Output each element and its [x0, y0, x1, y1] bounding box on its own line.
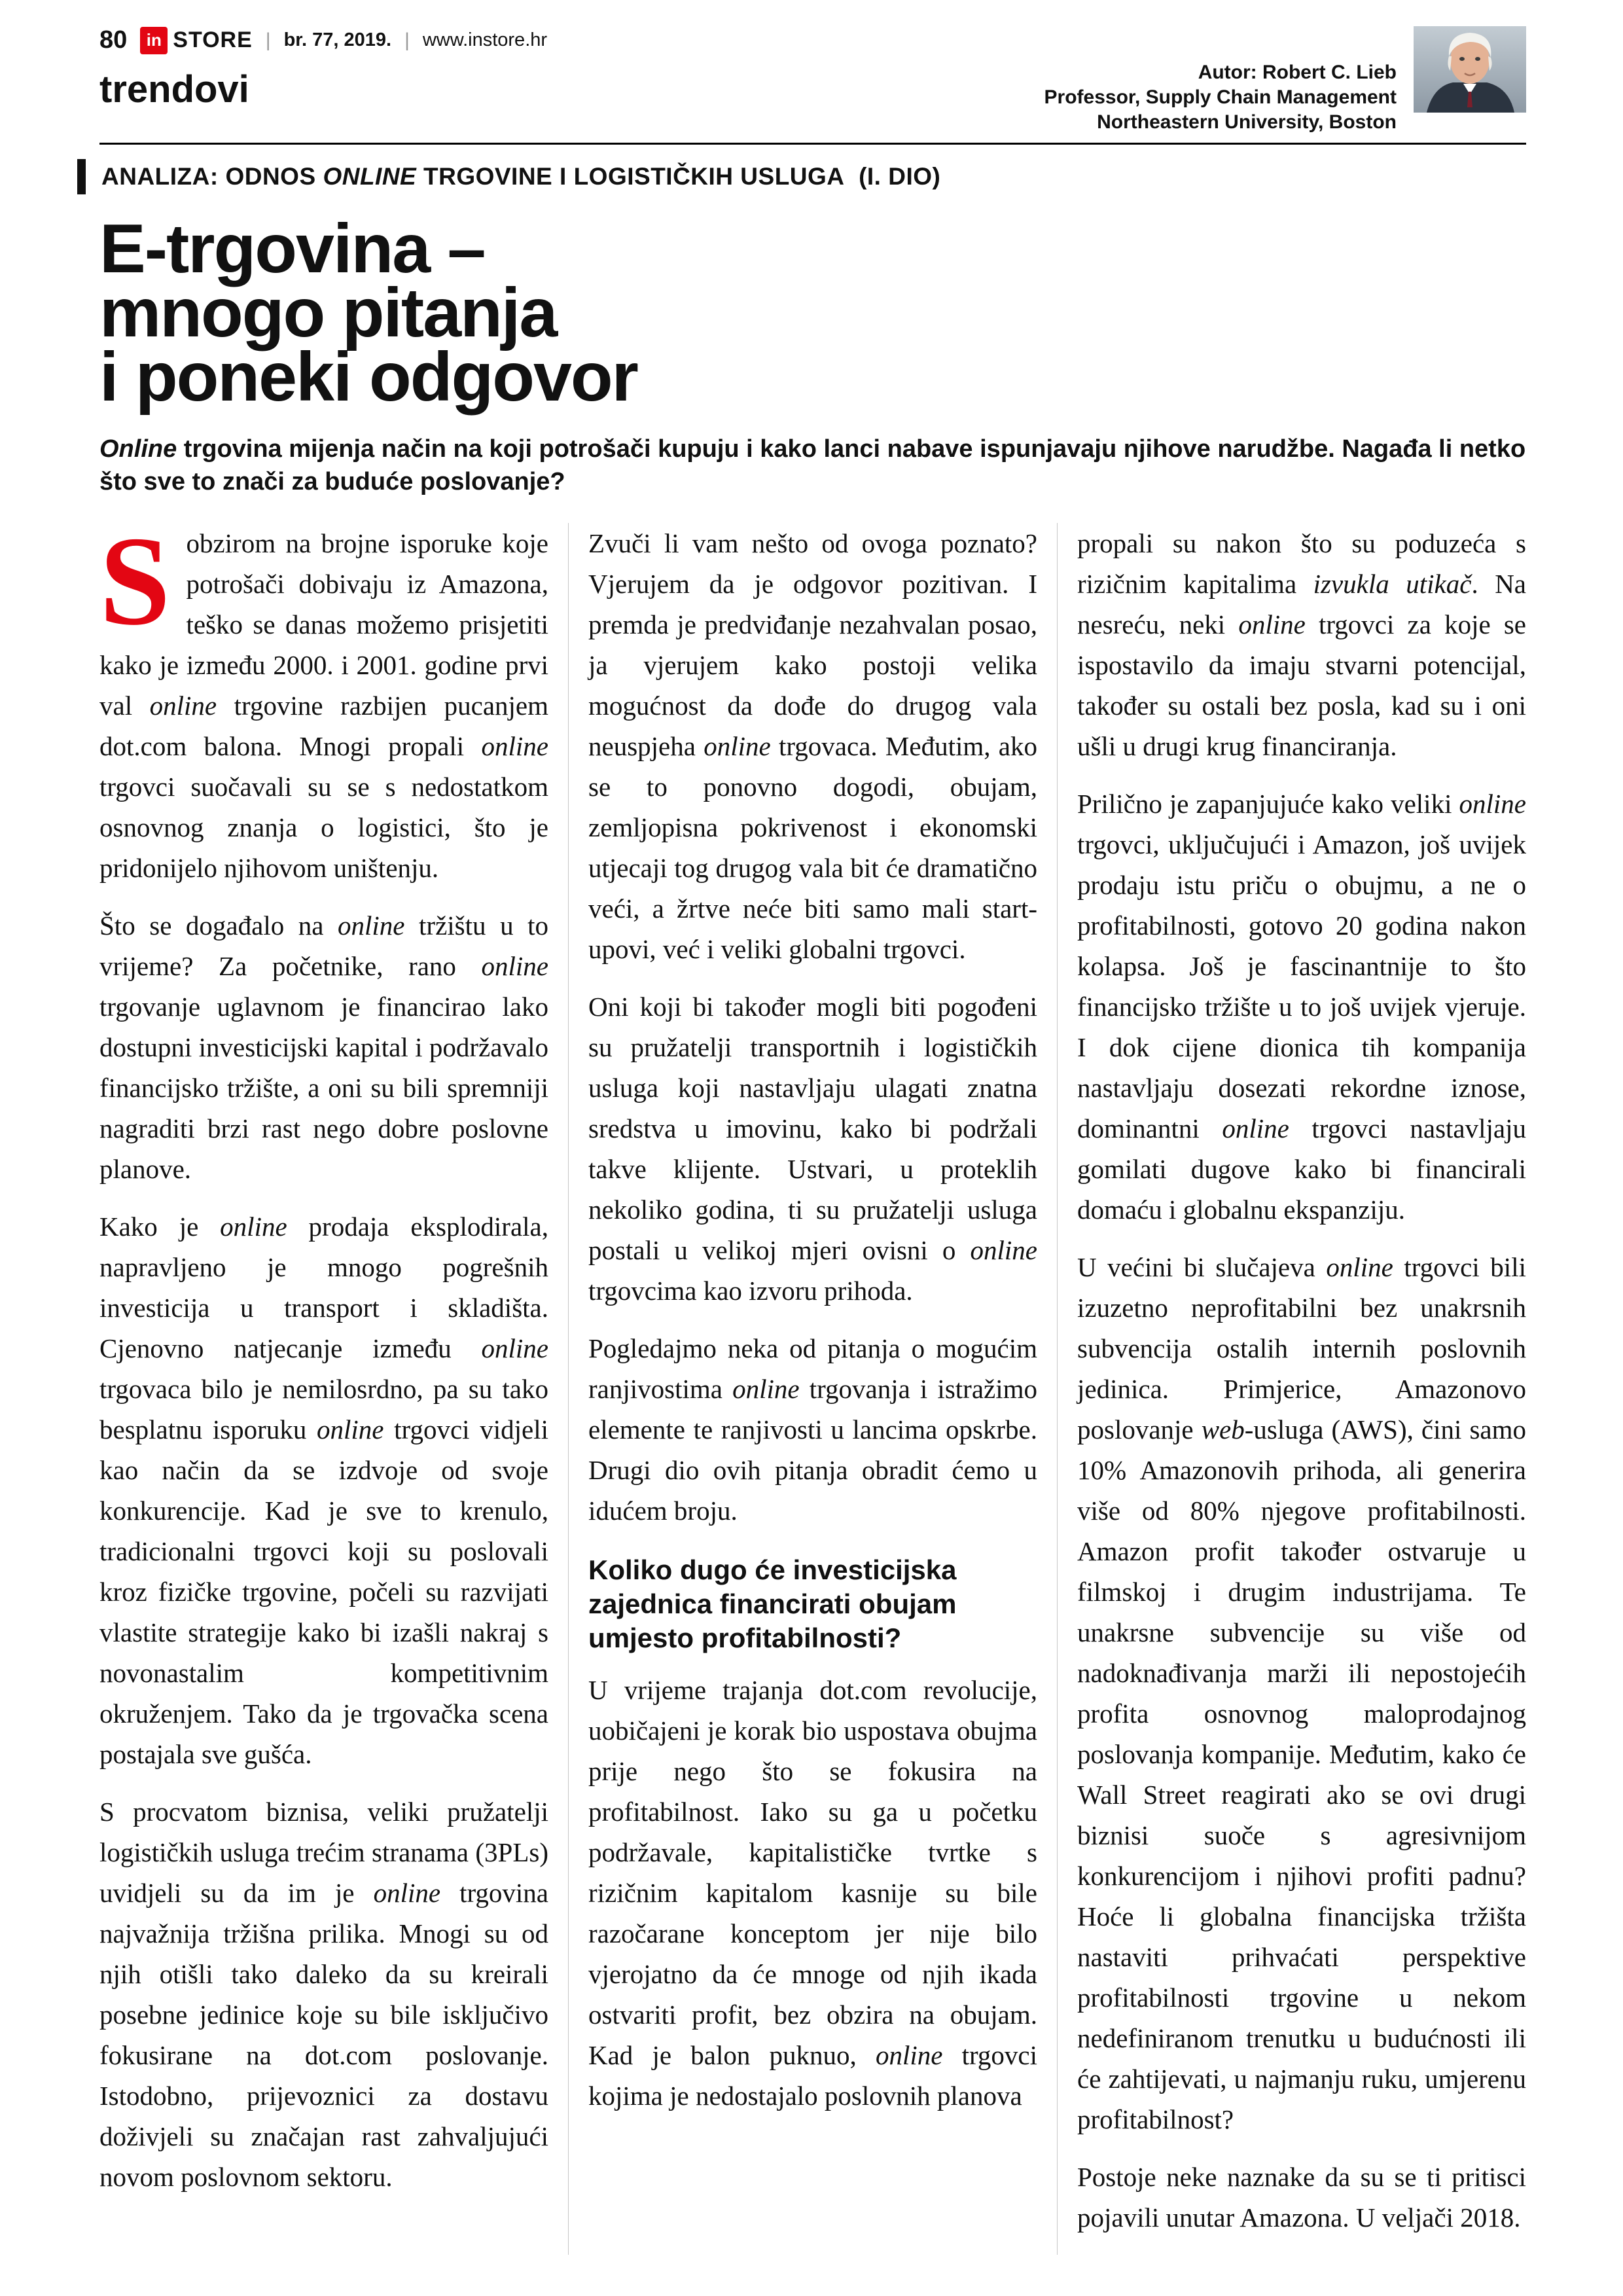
article-paragraph [99, 511, 548, 888]
masthead-left [99, 26, 547, 111]
page-number: 80 [99, 26, 128, 54]
masthead-line [99, 26, 547, 54]
website-url: www.instore.hr [422, 29, 548, 50]
article-paragraph: Oni koji bi također mogli biti pogođeni su pružatelji transportnih i logističkih usluga koji nastavljaju ulagati znatna sredstva u imovinu, kako bi podržali takve klijente. Ustvari, u proteklih nekoliko godina, ti su pružatelji usluga postali u velikoj mjeri ovisni o online trgovcima kao izvoru prihoda. [588, 992, 1037, 1306]
title-line-3: i poneki odgovor [99, 338, 637, 416]
separator: | [265, 29, 271, 51]
article-paragraph: Što se događalo na online tržištu u to vrijeme? Za početnike, rano online trgovanje uglavnom je financirao lako dostupni investicijski kapital i podržavalo financijsko tržište, a oni su bili spremniji nagraditi brzi rast nego dobre poslovne planove. [99, 910, 548, 1184]
article-body [99, 511, 1526, 2255]
masthead [99, 26, 1526, 135]
instore-logo-icon: in [140, 27, 168, 54]
drop-cap: S [99, 511, 171, 652]
kicker [99, 159, 1526, 194]
instore-logo [140, 27, 253, 54]
article-column-2 [568, 523, 1057, 2255]
article-paragraph: Prilično je zapanjujuće kako veliki online trgovci, uključujući i Amazon, još uvijek prodaju istu priču o obujmu, a ne o profitabilnosti, gotovo 20 godina nakon kolapsa. Još je fascinantnije to što financijsko tržište u to još uvijek vjeruje. I dok cijene dionica tih kompanija nastavljaju dosezati rekordne iznose, dominantni online trgovci nastavljaju gomilati dugove kako bi financirali domaću i globalnu ekspanziju. [1077, 789, 1526, 1225]
article-paragraph: U vrijeme trajanja dot.com revolucije, uobičajeni je korak bio uspostava obujma prije nego što se fokusira na profitabilnost. Iako su ga u početku podržavale, kapitalističke tvrtke s rizičnim kapitalom kasnije su bile razočarane konceptom jer nije bilo vjerojatno da će mnoge od njih ikada ostvariti profit, bez obzira na obujam. Kad je balon puknuo, online trgovci kojima je nedostajalo poslovnih planova [588, 1675, 1037, 2111]
article-subhead: Koliko dugo će investicijska zajednica financirati obujam umjesto profitabilnosti? [588, 1554, 957, 1653]
section-title: trendovi [99, 68, 249, 111]
article-paragraph: Zvuči li vam nešto od ovoga poznato? Vjerujem da je odgovor pozitivan. I premda je predviđanje nezahvalan posao, ja vjerujem kako postoji velika mogućnost da dođe do drugog vala neuspjeha online trgovaca. Međutim, ako se to ponovno dogodi, obujam, zemljopisna pokrivenost i ekonomski utjecaji tog drugog vala bit će dramatično veći, a žrtve neće biti samo mali start-upovi, već i veliki globalni trgovci. [588, 528, 1037, 964]
separator: | [404, 29, 410, 51]
author-portrait-graphic [1414, 26, 1526, 113]
kicker-text: ANALIZA: ODNOS ONLINE TRGOVINE I LOGISTIČKIH USLUGA (I. DIO) [101, 163, 941, 190]
article-paragraph: Pogledajmo neka od pitanja o mogućim ranjivostima online trgovanja i istražimo elemente te ranjivosti u lancima opskrbe. Drugi dio ovih pitanja obradit ćemo u idućem broju. [588, 1333, 1037, 1526]
author-name: Autor: Robert C. Lieb [1198, 62, 1397, 83]
title-line-1: E-trgovina – [99, 210, 485, 287]
header-right [1044, 26, 1526, 135]
author-photo [1414, 26, 1526, 113]
author-title: Professor, Supply Chain Management [1044, 86, 1397, 108]
kicker-bar [77, 159, 86, 194]
article-paragraph: Postoje neke naznake da su se ti pritisci pojavili unutar Amazona. U veljači 2018. [1077, 2162, 1526, 2233]
article-column-1 [99, 511, 568, 2255]
paragraph-text: obzirom na brojne isporuke koje potrošači dobivaju iz Amazona, teško se danas možemo prisjetiti kako je između 2000. i 2001. godine prvi val online trgovine razbijen pucanjem dot.com balona. Mnogi propali online trgovci suočavali su se s nedostatkom osnovnog znanja o logistici, što je pridonijelo njihovom uništenju. [99, 528, 548, 883]
article-paragraph: U većini bi slučajeva online trgovci bili izuzetno neprofitabilni bez unakrsnih subvencija ostalih internih poslovnih jedinica. Primjerice, Amazonovo poslovanje web-usluga (AWS), čini samo 10% Amazonovih prihoda, ali generira više od 80% njegove profitabilnosti. Amazon profit također ostvaruje u filmskoj i drugim industrijama. Te unakrsne subvencije su više od nadoknađivanja marži ili nepostojećih profita osnovnog maloprodajnog poslovanja kompanije. Međutim, kako će Wall Street reagirati ako se ovi drugi biznisi suoče s agresivnijom konkurencijom i njihovi profiti padnu? Hoće li globalna financijska tržišta nastaviti prihvaćati perspektive profitabilnosti trgovine u nekom nedefiniranom trenutku u budućnosti ili će zahtijevati, u najmanju ruku, umjerenu profitabilnost? [1077, 1252, 1526, 2134]
article-paragraph: S procvatom biznisa, veliki pružatelji logističkih usluga trećim stranama (3PLs) uvidjeli su da im je online trgovina najvažnija tržišna prilika. Mnogi su od njih otišli tako daleko da su kreirali posebne jedinice koje su bile isključivo fokusirane na dot.com poslovanje. Istodobno, prijevoznici za dostavu doživjeli su značajan rast zahvaljujući novom poslovnom sektoru. [99, 1797, 548, 2192]
article-paragraph: Kako je online prodaja eksplodirala, napravljeno je mnogo pogrešnih investicija u transport i skladišta. Cjenovno natjecanje između online trgovaca bilo je nemilosrdno, pa su tako besplatnu isporuku online trgovci vidjeli kao način da se izdvoje od svoje konkurencije. Kad je sve to krenulo, tradicionalni trgovci koji su poslovali kroz fizičke trgovine, počeli su razvijati vlastite strategije kako bi izašli nakraj s novonastalim kompetitivnim okruženjem. Tako da je trgovačka scena postajala sve gušća. [99, 1211, 548, 1769]
article-paragraph: propali su nakon što su poduzeća s rizičnim kapitalima izvukla utikač. Na nesreću, neki online trgovci za koje se ispostavilo da imaju stvarni potencijal, također su ostali bez posla, kad su i oni ušli u drugi krug financiranja. [1077, 528, 1526, 761]
author-block [1044, 60, 1397, 135]
article-title [99, 210, 1526, 416]
standfirst: Online trgovina mijenja način na koji potrošači kupuju i kako lanci nabave ispunjavaju njihove narudžbe. Nagađa li netko što sve to znači za buduće poslovanje? [99, 435, 1526, 495]
author-affiliation: Northeastern University, Boston [1097, 111, 1397, 133]
issue-number: br. 77, 2019. [283, 29, 392, 50]
instore-logo-text: STORE [173, 27, 253, 52]
title-line-2: mnogo pitanja [99, 274, 557, 351]
header-divider [99, 143, 1526, 145]
article-column-3 [1057, 523, 1526, 2255]
